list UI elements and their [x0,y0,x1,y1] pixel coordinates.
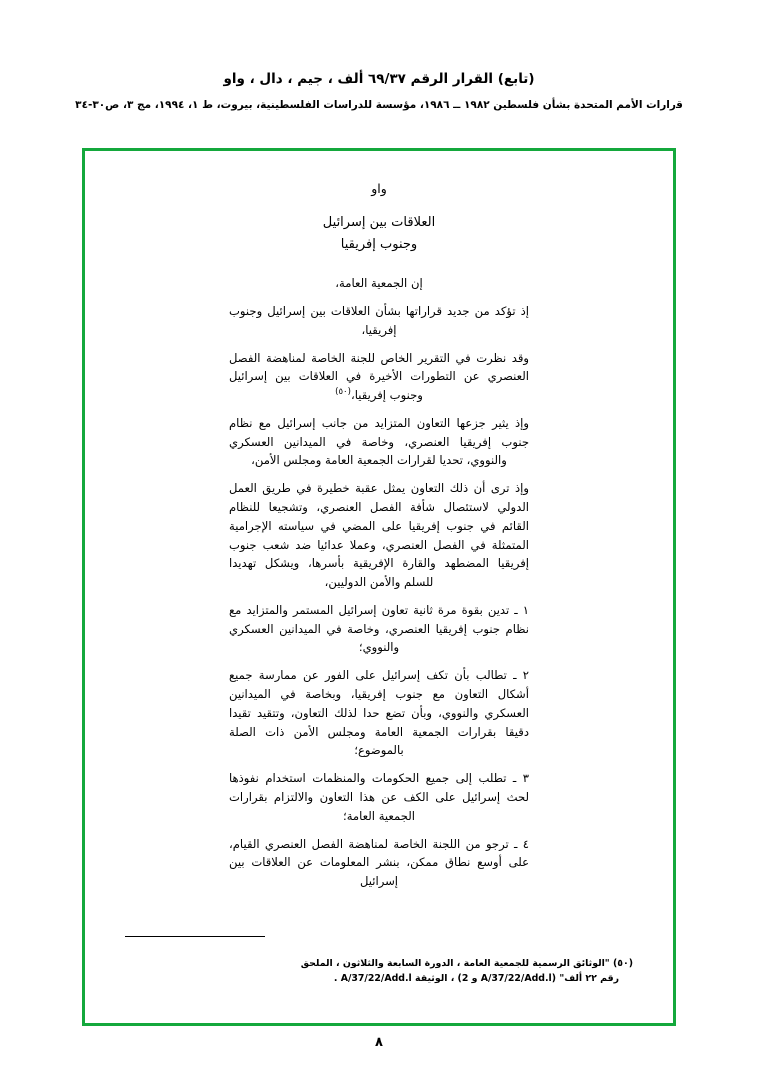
paragraph: وإذ ترى أن ذلك التعاون يمثل عقبة خطيرة في طريق العمل الدولي لاستئصال شأفة الفصل العنصري، وتشجيعا للنظام القائم في جنوب إفريقيا على المضي في سياسته الإجرامية المتمثلة في الفصل العنصري، وعملا عدائيا ضد شعب جنوب إفريقيا المضطهد والقارة الإفريقية بأسرها، ويشكل تهديدا للسلم والأمن الدوليين، [229,481,529,590]
page-header [0,0,758,113]
header-title: (تابع) القرار الرقم ٦٩/٣٧ ألف ، جيم ، دال ، واو [223,71,535,87]
paragraph: وإذ يثير جزعها التعاون المتزايد من جانب إسرائيل مع نظام جنوب إفريقيا العنصري، وخاصة في الميدانين العسكري والنووي، تحديا لقرارات الجمعية العامة ومجلس الأمن، [229,415,529,468]
footnote-divider [125,936,265,937]
numbered-clause: ١ ـ تدين بقوة مرة ثانية تعاون إسرائيل المستمر والمتزايد مع نظام جنوب إفريقيا العنصري، وخاصة في الميدانين العسكري والنووي؛ [229,602,529,655]
numbered-clause: ٤ ـ ترجو من اللجنة الخاصة لمناهضة الفصل العنصري القيام، على أوسع نطاق ممكن، بنشر المعلومات عن العلاقات بين إسرائيل [229,836,529,889]
section-label: واو [371,181,387,196]
document-title [125,212,633,256]
document-body [85,151,673,1023]
document-title-line-2: وجنوب إفريقيا [340,237,418,253]
footnote-line-2: رقم ٢٢ ألف" (A/37/22/Add.l و 2) ، الوثيقة A/37/22/Add.l . [333,973,619,985]
document-title-line-1: العلاقات بين إسرائيل [322,215,436,230]
paragraph: إذ تؤكد من جديد قراراتها بشأن العلاقات بين إسرائيل وجنوب إفريقيا، [229,303,529,337]
paragraph-text: وقد نظرت في التقرير الخاص للجنة الخاصة لمناهضة الفصل العنصري عن التطورات الأخيرة في العلاقات بين إسرائيل وجنوب إفريقيا، [229,350,529,403]
footnote-reference: (٥٠) [335,387,351,398]
footnote [125,956,633,987]
header-source-citation: ﻗرارات الأمم المتحدة بشأن فلسطين ١٩٨٢ ــ ١٩٨٦، مؤسسة للدراسات الفلسطينية، بيروت، ط ١، ١٩٩٤، مج ٣، ص٣٠-٣٤ [75,98,683,111]
footnote-line-1: (٥٠) "الوثائق الرسمية للجمعية العامة ، الدورة السابعة والثلاثون ، الملحق [300,957,633,969]
paragraph: إن الجمعية العامة، [335,276,423,291]
numbered-clause: ٣ ـ تطلب إلى جميع الحكومات والمنظمات استخدام نفوذها لحث إسرائيل على الكف عن هذا التعاون والالتزام بقرارات الجمعية العامة؛ [229,771,529,823]
numbered-clause: ٢ ـ تطالب بأن تكف إسرائيل على الفور عن ممارسة جميع أشكال التعاون مع جنوب إفريقيا، وبخاصة في الميدانين العسكري والنووي، وبأن تضع حدا لذلك التعاون، وتتقيد تقيدا دقيقا بقرارات الجمعية العامة ومجلس الأمن ذات الصلة بالموضوع؛ [229,668,529,758]
document-frame [82,148,676,1026]
page-number: ٨ [375,1035,383,1050]
paragraph-with-footnote-ref [229,349,529,405]
document-text-column [229,274,529,891]
